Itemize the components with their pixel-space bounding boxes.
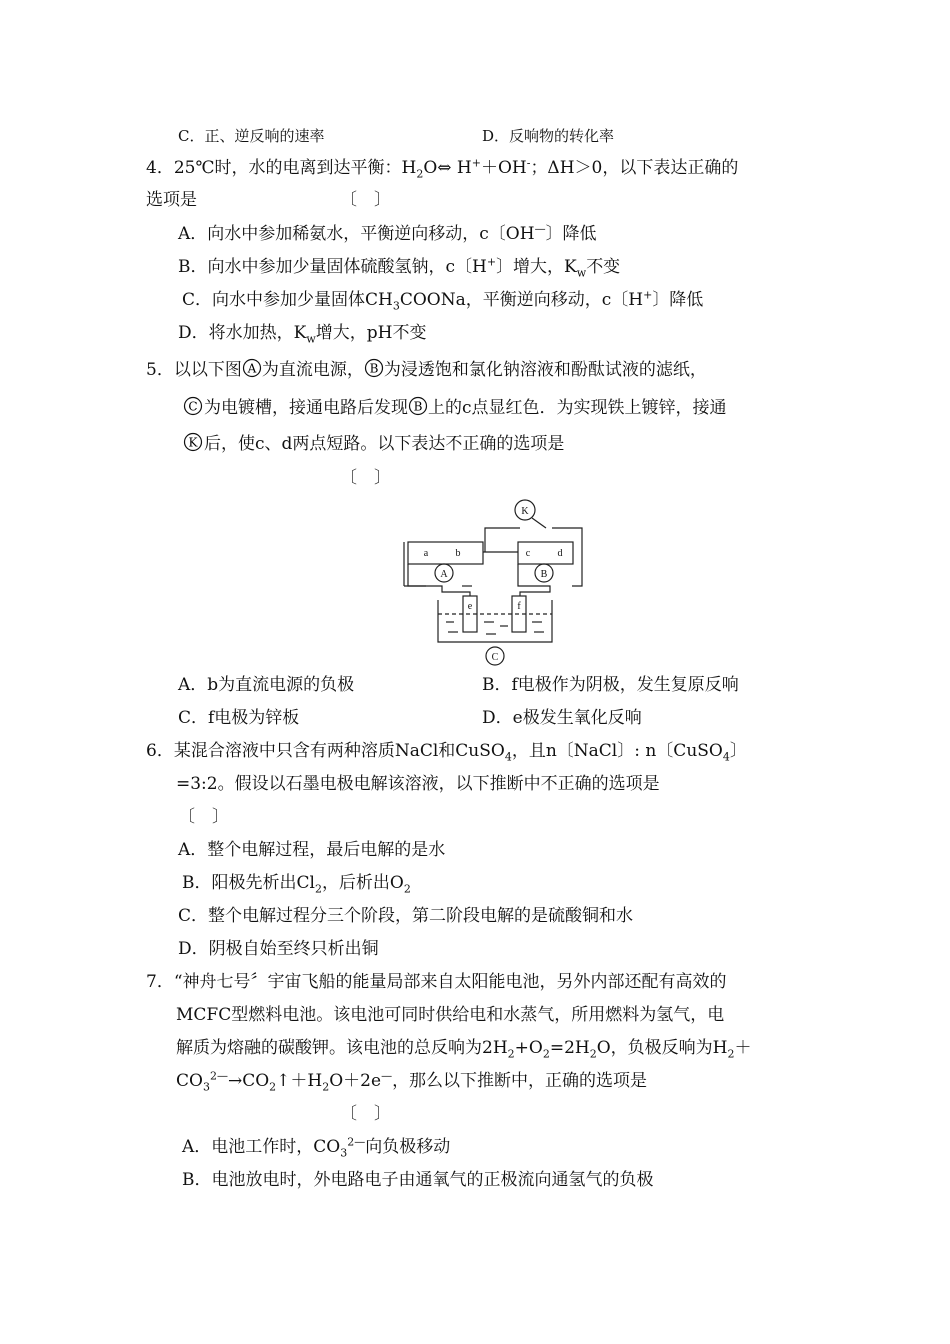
q7-stem-line4 <box>176 1069 647 1093</box>
q5-text: 后，使c、d两点短路。以下表达不正确的选项是 <box>204 434 565 454</box>
q5-answer-bracket: 〔 〕 <box>340 468 391 488</box>
subscript: 2 <box>542 1047 550 1061</box>
subscript: w <box>306 332 316 346</box>
option-text: 〕增大，K <box>496 257 577 277</box>
superscript: 2— <box>347 1135 366 1149</box>
circled-a-icon <box>242 358 262 378</box>
subscript: 3 <box>392 299 400 313</box>
q5-text: 为浸透饱和氯化钠溶液和酚酞试液的滤纸， <box>383 360 707 380</box>
q5-option-b: B．f电极作为阴极，发生复原反响 <box>482 675 739 695</box>
q5-text: 以以下图 <box>173 360 242 380</box>
q6-text: 〕 <box>729 741 747 761</box>
q7-text: ↑＋H <box>276 1071 323 1091</box>
subscript: 4 <box>504 750 512 764</box>
label-circle-b: B <box>540 569 548 580</box>
subscript: 2 <box>269 1080 277 1094</box>
option-text: B．阳极先析出Cl <box>182 873 315 893</box>
option-text: A．电池工作时，CO <box>182 1137 341 1157</box>
q7-option-a <box>182 1135 450 1159</box>
q5-number: 5． <box>146 360 174 380</box>
option-text: D．将水加热，K <box>178 323 307 343</box>
q6-stem-line1 <box>146 739 747 763</box>
q4-option-b <box>178 255 620 279</box>
q7-text: 解质为熔融的碳酸钾。该电池的总反响为2H <box>176 1038 508 1058</box>
q7-text: →CO <box>227 1071 270 1091</box>
option-text: 〕降低 <box>652 290 704 310</box>
q4-text: 25℃时，水的电离到达平衡：H <box>173 158 417 178</box>
circled-letter: B <box>413 399 423 414</box>
option-text: 〕降低 <box>545 224 597 244</box>
q7-text: ，那么以下推断中，正确的选项是 <box>392 1071 648 1091</box>
circled-b-icon <box>408 396 428 416</box>
q7-answer-bracket: 〔 〕 <box>340 1104 391 1124</box>
label-a: a <box>423 548 429 559</box>
subscript: 4 <box>722 750 730 764</box>
q4-answer-bracket: 〔 〕 <box>340 190 391 210</box>
label-circle-c: C <box>491 652 499 663</box>
q3-option-d: D．反响物的转化率 <box>482 127 615 145</box>
option-text: ，后析出O <box>321 873 404 893</box>
q5-option-d: D．e极发生氧化反响 <box>482 708 642 728</box>
q6-option-a: A．整个电解过程，最后电解的是水 <box>178 840 446 860</box>
q5-text: 上的c点显红色．为实现铁上镀锌，接通 <box>428 398 727 418</box>
subscript: 2 <box>314 882 322 896</box>
q7-text: O＋2e <box>329 1071 382 1091</box>
subscript: 2 <box>589 1047 597 1061</box>
q6-number: 6． <box>146 741 174 761</box>
label-e: e <box>467 601 473 612</box>
q4-option-c <box>182 288 703 312</box>
q6-option-c: C．整个电解过程分三个阶段，第二阶段电解的是硫酸铜和水 <box>178 906 634 926</box>
subscript: 3 <box>340 1146 348 1160</box>
q7-text: CO <box>176 1071 203 1091</box>
option-text: 增大，pH不变 <box>315 323 427 343</box>
q7-stem-line1 <box>146 970 727 994</box>
q5-stem-line1 <box>146 358 707 382</box>
subscript: 2 <box>727 1047 735 1061</box>
q3-option-c: C．正、逆反响的速率 <box>178 127 325 145</box>
circled-letter: K <box>188 435 198 450</box>
circled-letter: C <box>188 399 198 414</box>
superscript: — <box>381 1069 393 1083</box>
q7-stem-line2: MCFC型燃料电池。该电池可同时供给电和水蒸气，所用燃料为氢气，电 <box>176 1005 725 1025</box>
label-k: K <box>521 506 529 517</box>
dc-source-box <box>408 542 483 564</box>
switch-lever <box>532 518 546 528</box>
q5-stem-line2 <box>182 396 727 420</box>
q7-text: O，负极反响为H <box>596 1038 728 1058</box>
q4-stem-line1 <box>146 156 738 180</box>
superscript: 2— <box>209 1069 228 1083</box>
option-text: C．向水中参加少量固体CH <box>182 290 393 310</box>
q7-text: =2H <box>549 1038 590 1058</box>
q6-text: 某混合溶液中只含有两种溶质NaCl和CuSO <box>173 741 505 761</box>
q7-option-b: B．电池放电时，外电路电子由通氧气的正极流向通氢气的负极 <box>182 1170 654 1190</box>
q5-text: 为直流电源， <box>261 360 364 380</box>
q7-text: “神舟七号〞宇宙飞船的能量局部来自太阳能电池，另外内部还配有高效的 <box>173 972 727 992</box>
label-d: d <box>557 548 563 559</box>
q5-option-c: C．f电极为锌板 <box>178 708 300 728</box>
circled-c-icon <box>182 396 204 416</box>
superscript: + <box>471 156 481 170</box>
beaker-outline <box>438 600 552 642</box>
q7-text: +O <box>514 1038 543 1058</box>
q6-option-d: D．阴极自始至终只析出铜 <box>178 939 379 959</box>
circled-letter: A <box>247 361 257 376</box>
option-text: A．向水中参加稀氨水，平衡逆向移动，c〔OH <box>178 224 535 244</box>
q7-stem-line3 <box>176 1036 751 1060</box>
circled-k-icon <box>182 432 204 452</box>
circled-letter: B <box>369 361 379 376</box>
superscript: + <box>643 288 653 302</box>
subscript: w <box>576 266 587 280</box>
q5-option-a: A．b为直流电源的负极 <box>178 675 355 695</box>
option-text: 不变 <box>586 257 621 277</box>
superscript: + <box>486 255 497 269</box>
label-c: c <box>525 548 531 559</box>
q6-stem-line2: =3:2。假设以石墨电极电解该溶液，以下推断中不正确的选项是 <box>176 774 660 794</box>
q4-text: ＋OH <box>480 158 527 178</box>
option-text: COONa，平衡逆向移动，c〔H <box>399 290 644 310</box>
subscript: 2 <box>403 882 411 896</box>
subscript: 2 <box>507 1047 515 1061</box>
q4-stem-line2: 选项是 <box>146 190 197 210</box>
option-text: B．向水中参加少量固体硫酸氢钠，c〔H <box>178 257 487 277</box>
q4-option-a <box>178 222 597 246</box>
q5-stem-line3 <box>182 432 564 456</box>
option-text: 向负极移动 <box>365 1137 451 1157</box>
subscript: 2 <box>416 167 424 181</box>
subscript: 3 <box>202 1080 210 1094</box>
q5-text: 为电镀槽，接通电路后发现 <box>204 398 408 418</box>
q4-number: 4． <box>146 158 174 178</box>
q4-text: ；ΔH＞0，以下表达正确的 <box>530 158 739 178</box>
label-f: f <box>517 601 521 612</box>
q6-option-b <box>182 871 411 895</box>
subscript: 2 <box>322 1080 330 1094</box>
superscript: - <box>526 156 531 170</box>
q7-text: ＋ <box>734 1038 752 1058</box>
label-b: b <box>455 548 461 559</box>
q4-option-d <box>178 321 426 345</box>
label-circle-a: A <box>440 569 448 580</box>
electroplating-circuit-diagram <box>400 496 590 666</box>
q6-text: ，且n〔NaCl〕: n〔CuSO <box>511 741 723 761</box>
circled-b-icon <box>364 358 384 378</box>
q4-text: O⇔ H <box>423 158 472 178</box>
q7-number: 7． <box>146 972 174 992</box>
superscript: — <box>534 222 546 236</box>
q6-answer-bracket: 〔 〕 <box>178 807 229 827</box>
